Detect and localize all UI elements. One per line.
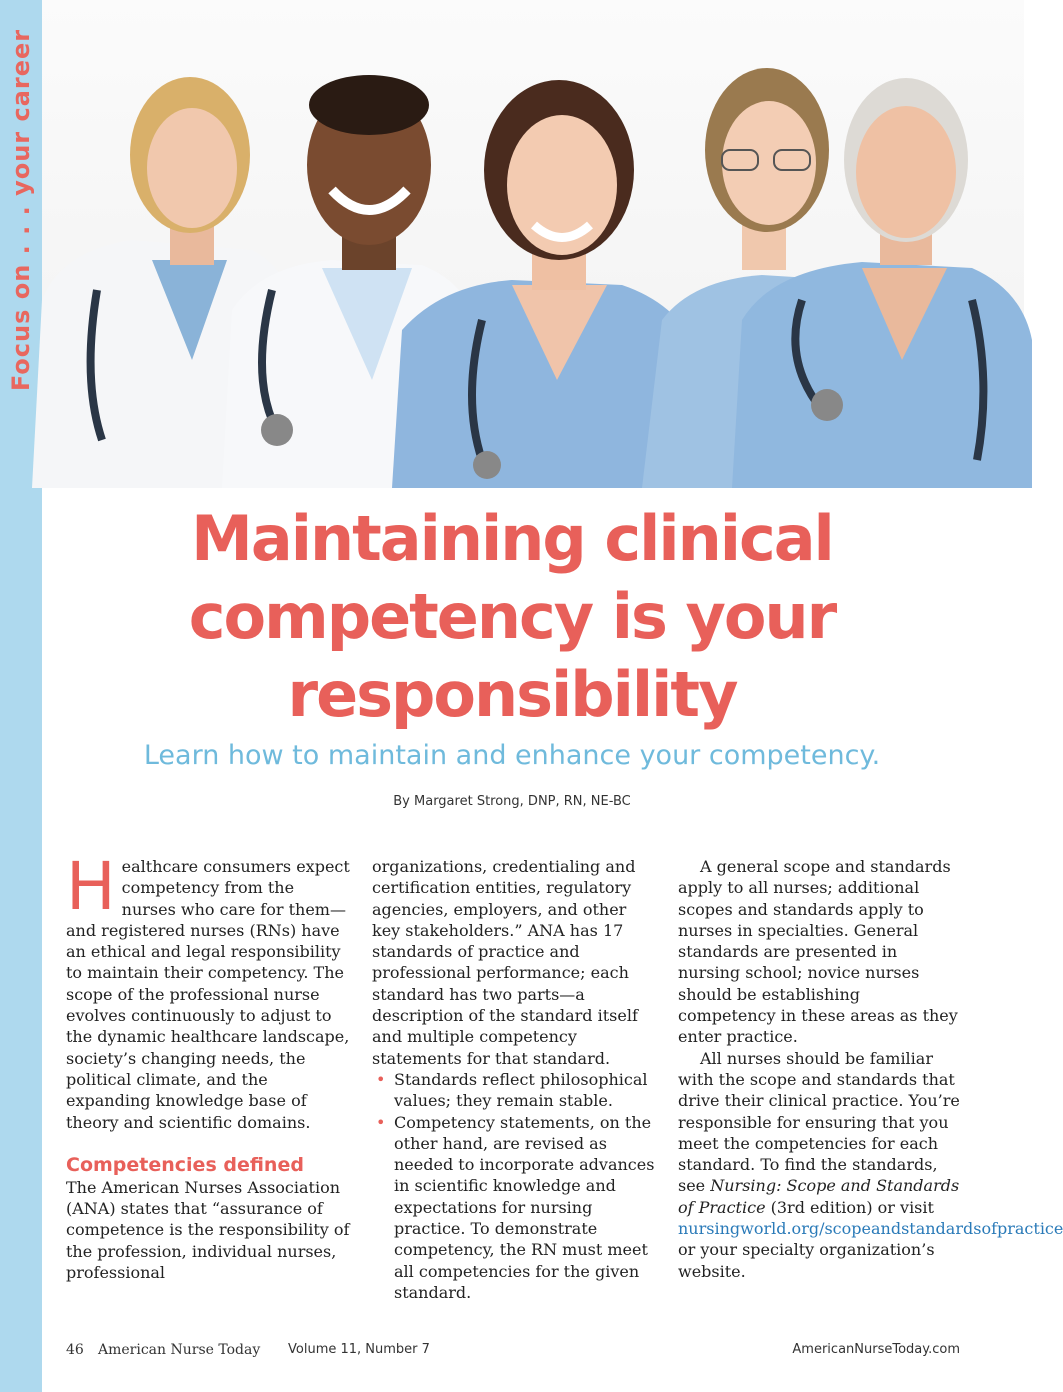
standards-bullet-list	[372, 1069, 658, 1303]
col3-text-a: All nurses should be familiar with the scope and standards that drive their clinical practice. You’re responsible for ensuring that you meet the competencies for each standard. To find the standards, see	[678, 1048, 960, 1196]
drop-cap: H	[66, 848, 116, 925]
hero-photo	[42, 0, 1024, 488]
col1-continued-text: The American Nurses Association (ANA) states that “assurance of competence is the responsibility of the profession, individual nurses, professional	[66, 1177, 350, 1283]
col2-text: organizations, credentialing and certification entities, regulatory agencies, employers, and other key stakeholders.” ANA has 17 standards of practice and professional performance; each standard has two parts—a description of the standard itself and multiple competency statements for that standard.	[372, 857, 638, 1068]
col3-paragraph-1: A general scope and standards apply to all nurses; additional scopes and standards apply to nurses in specialties. General standards are presented in nursing school; novice nurses should be establishing competency in these areas as they enter practice.	[678, 857, 958, 1047]
col3-paragraph-2	[678, 1048, 1063, 1282]
publication-name: American Nurse Today	[98, 1342, 261, 1358]
column-3	[678, 856, 1063, 1282]
bullet-item: • Competency statements, on the other hand, are revised as needed to incorporate advances in scientific knowledge and expectations for nursing practice. To demonstrate competency, the RN must meet all competencies for the given standard.	[372, 1112, 658, 1304]
section-subhead: Competencies defined	[66, 1153, 304, 1176]
book-title: Nursing: Scope and Standards of Practice	[678, 1176, 960, 1217]
intro-text: ealthcare consumers expect competency from the nurses who care for them—and registered nurses (RNs) have an ethical and legal responsibility to maintain their competency. The scope of the professional nurse evolves continuously to adjust to the dynamic healthcare landscape, society’s changing needs, the political climate, and the expanding knowledge base of theory and scientific domains.	[66, 857, 350, 1132]
section-label: Focus on . . . your career	[7, 28, 35, 392]
intro-paragraph	[66, 848, 352, 1133]
website-url[interactable]: AmericanNurseToday.com	[792, 1342, 960, 1357]
standards-link[interactable]: nursingworld.org/scopeandstandardsofpractice	[678, 1219, 1063, 1239]
article-headline: Maintaining clinical competency is your responsibility	[188, 502, 836, 731]
page-number: 46	[66, 1342, 84, 1358]
col3-text-c: or your specialty organization’s website.	[678, 1240, 935, 1281]
column-1	[66, 848, 352, 1283]
side-bar	[0, 0, 42, 1392]
article-byline: By Margaret Strong, DNP, RN, NE-BC	[393, 794, 631, 809]
bullet-item: • Standards reflect philosophical values; they remain stable.	[372, 1069, 658, 1112]
volume-info: Volume 11, Number 7	[288, 1342, 430, 1357]
col3-text-b: (3rd edition) or visit	[765, 1197, 934, 1217]
column-2	[372, 856, 658, 1303]
article-deck: Learn how to maintain and enhance your competency.	[143, 740, 881, 771]
